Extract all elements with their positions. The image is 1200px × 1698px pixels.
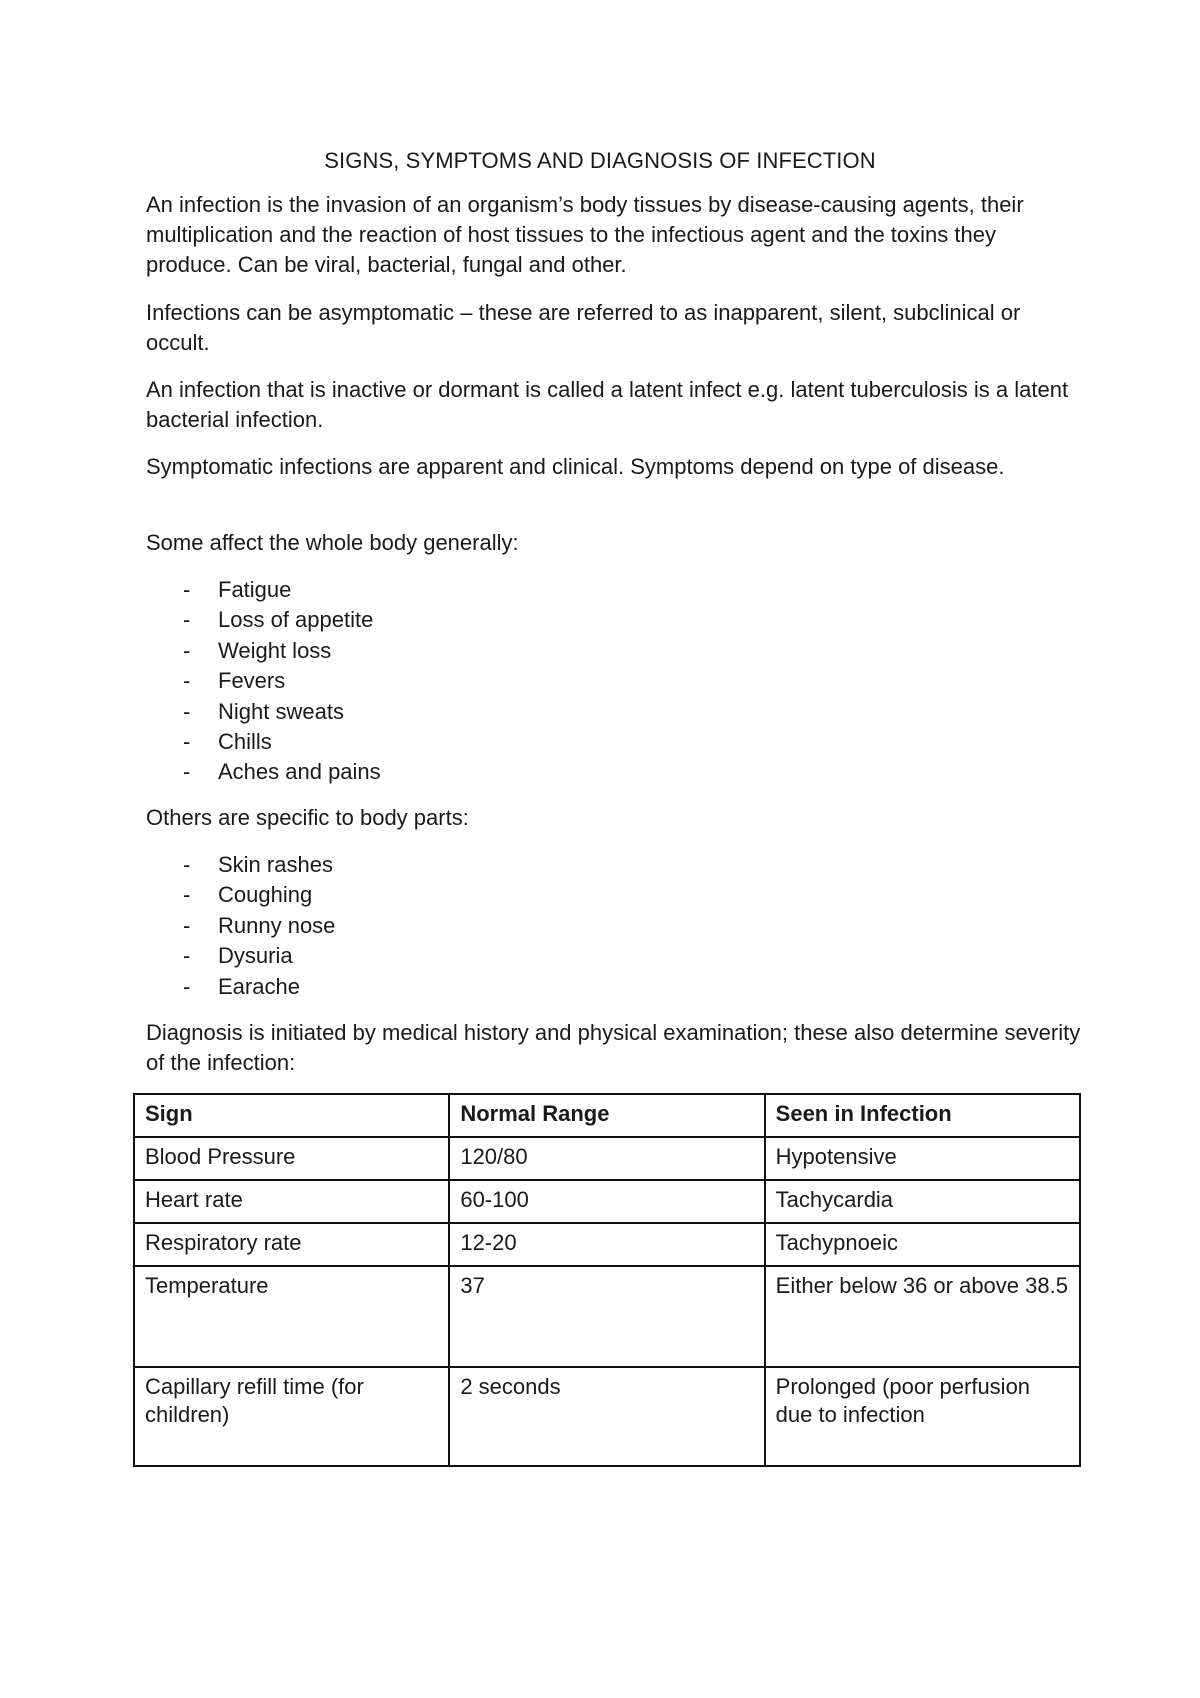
table-row	[134, 1367, 1080, 1466]
bullet-dash: -	[183, 852, 191, 877]
table-row	[134, 1266, 1080, 1367]
list-item-text: Weight loss	[218, 637, 332, 663]
list-item	[183, 666, 381, 696]
cell-normal-range: 2 seconds	[449, 1367, 764, 1466]
cell-sign: Respiratory rate	[134, 1223, 449, 1266]
cell-sign: Temperature	[134, 1266, 449, 1367]
list-item	[183, 636, 381, 666]
bullet-dash: -	[183, 577, 191, 602]
bullet-dash: -	[183, 637, 191, 663]
list-item-text: Night sweats	[218, 698, 344, 724]
bullet-dash: -	[183, 973, 191, 999]
specific-symptoms-list	[183, 850, 335, 1002]
table-header-row	[134, 1094, 1080, 1137]
paragraph-asymptomatic: Infections can be asymptomatic – these are referred to as inapparent, silent, subclinical or occult.	[146, 300, 1021, 355]
header-normal-range: Normal Range	[449, 1094, 764, 1137]
cell-sign: Heart rate	[134, 1180, 449, 1223]
bullet-dash: -	[183, 668, 191, 694]
vital-signs-table	[133, 1093, 1081, 1467]
list-item	[183, 575, 381, 605]
list-item	[183, 850, 335, 880]
cell-normal-range: 60-100	[449, 1180, 764, 1223]
list-item	[183, 757, 381, 787]
paragraph-symptomatic: Symptomatic infections are apparent and clinical. Symptoms depend on type of disease.	[146, 454, 1005, 479]
bullet-dash: -	[183, 698, 191, 724]
list-item-text: Skin rashes	[218, 852, 333, 877]
list-item-text: Aches and pains	[218, 759, 381, 785]
bullet-dash: -	[183, 759, 191, 785]
page-title: SIGNS, SYMPTOMS AND DIAGNOSIS OF INFECTION	[324, 148, 876, 173]
cell-seen-in-infection: Tachycardia	[765, 1180, 1080, 1223]
header-sign: Sign	[134, 1094, 449, 1137]
list-item	[183, 880, 335, 910]
list-item	[183, 911, 335, 941]
bullet-dash: -	[183, 882, 191, 908]
list-item-text: Fevers	[218, 668, 286, 694]
bullet-dash: -	[183, 912, 191, 938]
list-item-text: Fatigue	[218, 577, 292, 602]
header-seen-in-infection: Seen in Infection	[765, 1094, 1080, 1137]
list-item	[183, 605, 381, 635]
list-item-text: Coughing	[218, 882, 313, 908]
list-item	[183, 697, 381, 727]
cell-normal-range: 37	[449, 1266, 764, 1367]
table-row	[134, 1137, 1080, 1180]
bullet-dash: -	[183, 943, 191, 969]
list-item-text: Chills	[218, 728, 272, 754]
cell-seen-in-infection: Tachypnoeic	[765, 1223, 1080, 1266]
bullet-dash: -	[183, 728, 191, 754]
paragraph-general-intro: Some affect the whole body generally:	[146, 530, 519, 555]
paragraph-specific-intro: Others are specific to body parts:	[146, 805, 469, 830]
general-symptoms-list	[183, 575, 381, 788]
paragraph-definition: An infection is the invasion of an organism’s body tissues by disease-causing agents, their multiplication and the reaction of host tissues to the infectious agent and the toxins they produce. Can be viral, bacterial, fungal and other.	[146, 192, 1024, 277]
cell-sign: Blood Pressure	[134, 1137, 449, 1180]
cell-seen-in-infection: Prolonged (poor perfusion due to infection	[765, 1367, 1080, 1466]
cell-seen-in-infection: Either below 36 or above 38.5	[765, 1266, 1080, 1367]
list-item-text: Loss of appetite	[218, 607, 374, 633]
paragraph-latent: An infection that is inactive or dormant is called a latent infect e.g. latent tuberculosis is a latent bacterial infection.	[146, 377, 1069, 432]
table-row	[134, 1180, 1080, 1223]
bullet-dash: -	[183, 607, 191, 633]
table-row	[134, 1223, 1080, 1266]
paragraph-diagnosis: Diagnosis is initiated by medical history and physical examination; these also determine severity of the infection:	[146, 1020, 1081, 1075]
list-item-text: Earache	[218, 973, 300, 999]
cell-seen-in-infection: Hypotensive	[765, 1137, 1080, 1180]
cell-sign: Capillary refill time (for children)	[134, 1367, 449, 1466]
cell-normal-range: 120/80	[449, 1137, 764, 1180]
list-item-text: Runny nose	[218, 912, 336, 938]
cell-normal-range: 12-20	[449, 1223, 764, 1266]
list-item-text: Dysuria	[218, 943, 293, 969]
list-item	[183, 972, 335, 1002]
list-item	[183, 941, 335, 971]
list-item	[183, 727, 381, 757]
